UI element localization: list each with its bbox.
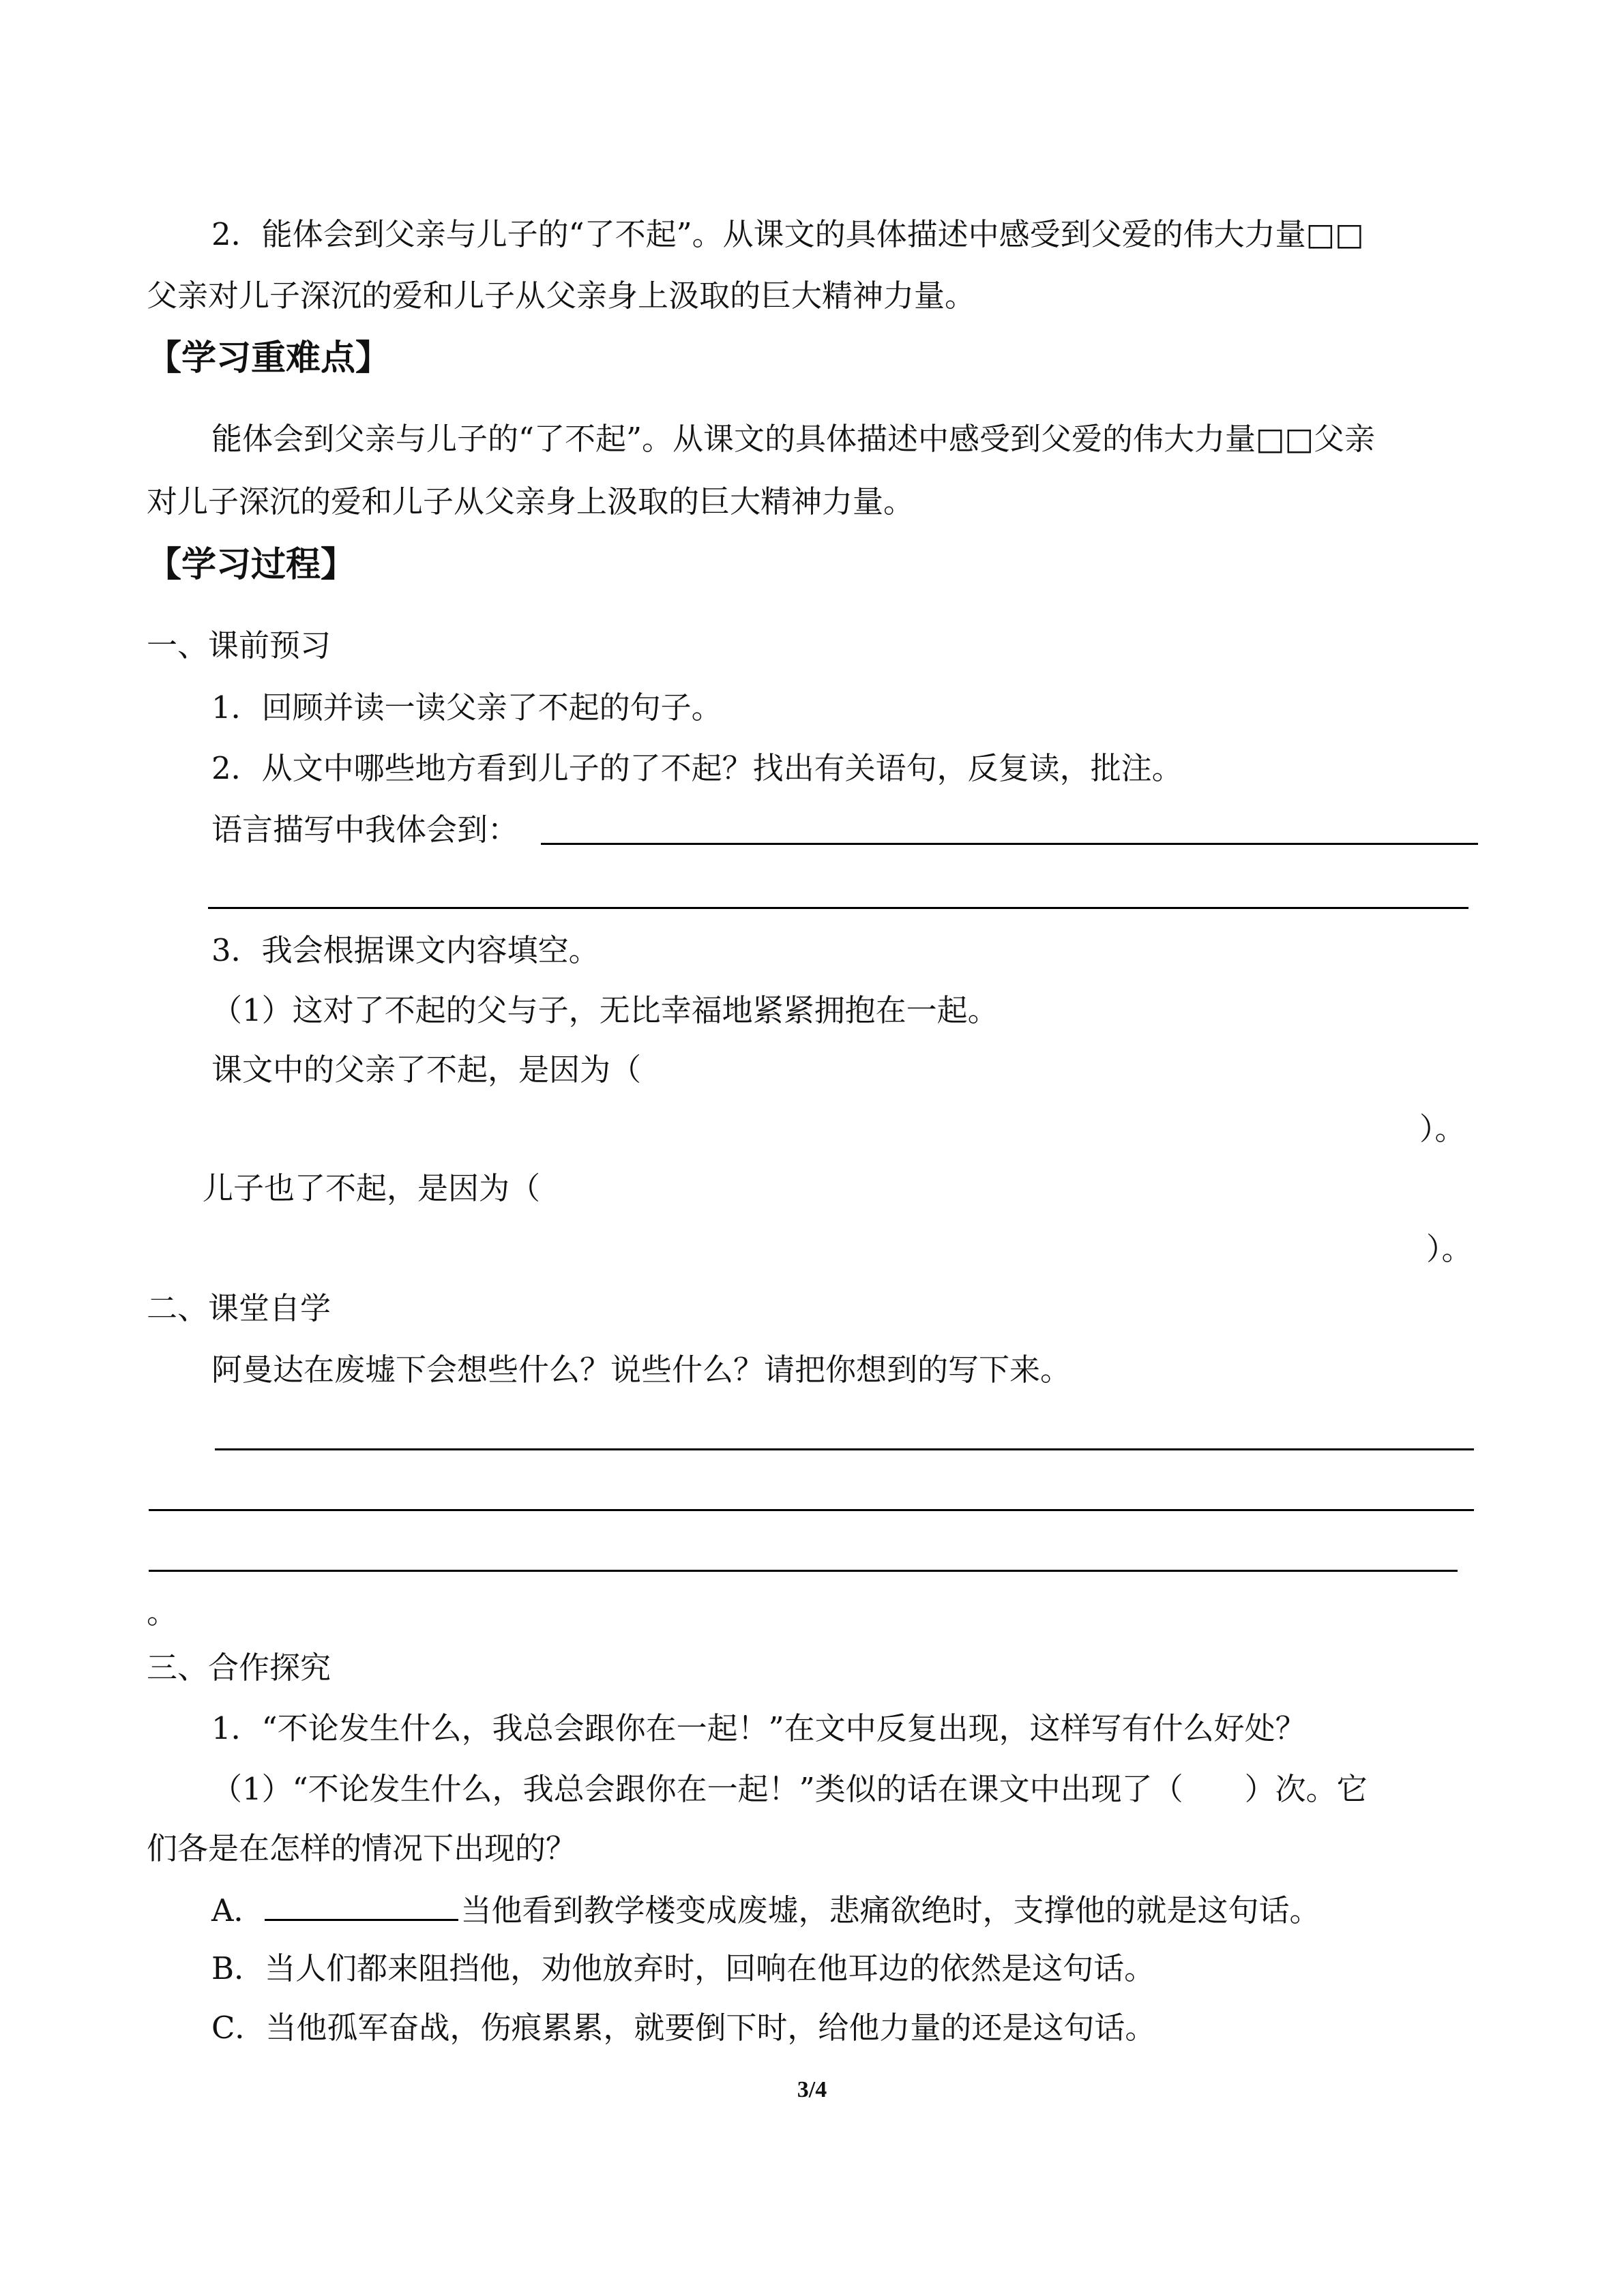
option-a-blank[interactable] <box>265 1889 458 1921</box>
option-a-text: 当他看到教学楼变成废墟，悲痛欲绝时，支撑他的就是这句话。 <box>460 1892 1320 1928</box>
father-reason: 课文中的父亲了不起，是因为（ <box>211 1052 642 1088</box>
father-reason-close: ）。 <box>1419 1111 1466 1147</box>
cooperate-q1: 1．“不论发生什么，我总会跟你在一起！”在文中反复出现，这样写有什么好处？ <box>211 1710 1306 1746</box>
cooperate-q1-sub-line1: （1）“不论发生什么，我总会跟你在一起！”类似的话在课文中出现了（ ）次。它 <box>211 1771 1368 1807</box>
self-study-end-mark: 。 <box>147 1594 178 1630</box>
answer-line[interactable] <box>215 1448 1474 1450</box>
option-b: B．当人们都来阻挡他，劝他放弃时，回响在他耳边的依然是这句话。 <box>211 1950 1155 1986</box>
answer-line[interactable] <box>541 843 1478 845</box>
key-points-line1: 能体会到父亲与儿子的“了不起”。从课文的具体描述中感受到父爱的伟大力量□□父亲 <box>211 421 1376 457</box>
process-heading: 【学习过程】 <box>147 545 356 585</box>
answer-line[interactable] <box>208 907 1468 909</box>
son-reason: 儿子也了不起，是因为（ <box>203 1170 541 1206</box>
option-a <box>211 1889 1320 1931</box>
son-reason-close: ）。 <box>1426 1231 1473 1267</box>
answer-line[interactable] <box>149 1509 1474 1511</box>
preview-item-3: 3．我会根据课文内容填空。 <box>211 932 600 968</box>
self-study-title: 二、课堂自学 <box>147 1290 331 1326</box>
goal-2-line2: 父亲对儿子深沉的爱和儿子从父亲身上汲取的巨大精神力量。 <box>147 278 976 314</box>
cooperate-q1-sub-line2: 们各是在怎样的情况下出现的？ <box>147 1830 577 1866</box>
preview-sub-1: （1）这对了不起的父与子，无比幸福地紧紧拥抱在一起。 <box>211 992 999 1028</box>
answer-line[interactable] <box>149 1570 1458 1572</box>
option-c: C．当他孤军奋战，伤痕累累，就要倒下时，给他力量的还是这句话。 <box>211 2010 1156 2046</box>
option-a-label: A． <box>211 1892 265 1928</box>
preview-title: 一、课前预习 <box>147 627 331 664</box>
key-points-heading: 【学习重难点】 <box>147 338 391 378</box>
language-label: 语言描写中我体会到： <box>211 811 519 848</box>
cooperate-title: 三、合作探究 <box>147 1650 331 1686</box>
key-points-line2: 对儿子深沉的爱和儿子从父亲身上汲取的巨大精神力量。 <box>147 483 915 520</box>
preview-item-2: 2．从文中哪些地方看到儿子的了不起？找出有关语句，反复读，批注。 <box>211 750 1183 786</box>
goal-2-line1: 2．能体会到父亲与儿子的“了不起”。从课文的具体描述中感受到父爱的伟大力量□□ <box>211 216 1364 252</box>
page-number: 3/4 <box>797 2077 827 2102</box>
preview-item-1: 1．回顾并读一读父亲了不起的句子。 <box>211 689 722 726</box>
self-study-prompt: 阿曼达在废墟下会想些什么？说些什么？请把你想到的写下来。 <box>211 1352 1072 1388</box>
